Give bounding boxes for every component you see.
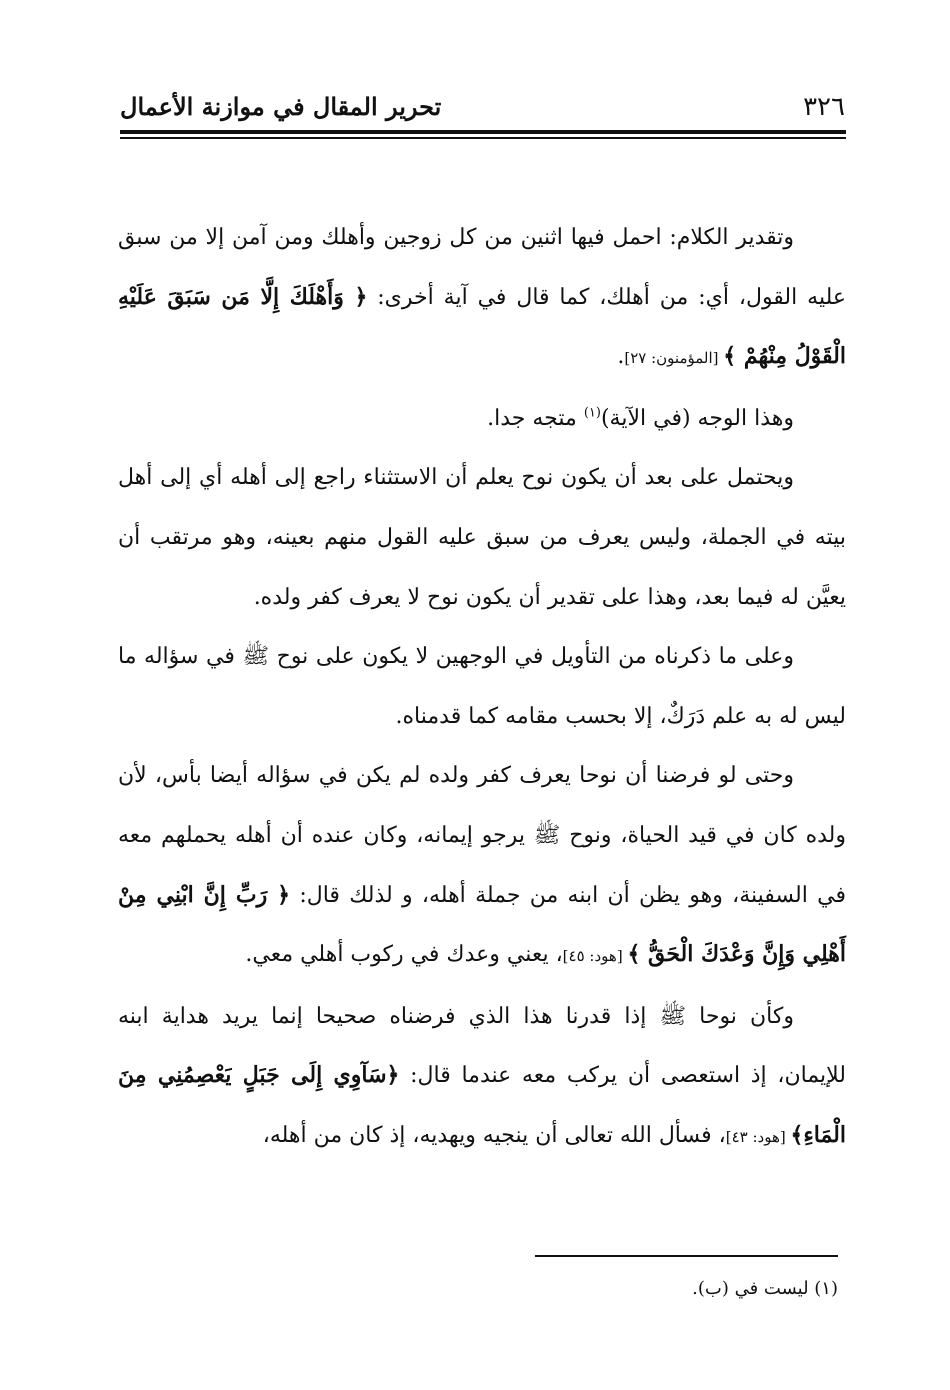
header-rule-thick [120, 130, 846, 134]
paragraph-6 [118, 987, 846, 1168]
paragraph-2-text: وهذا الوجه (في الآية) [600, 405, 794, 431]
paragraph-1-end: . [617, 344, 625, 370]
paragraph-6-end: ، فسأل الله تعالى أن ينجيه ويهديه، إذ كان من أهله، [262, 1122, 726, 1148]
page-header [120, 88, 845, 132]
verse-reference-3: [هود: ٤٣] [725, 1127, 791, 1146]
body-text [118, 208, 846, 1168]
verse-reference-2: [هود: ٤٥] [562, 947, 628, 966]
paragraph-5-end: ، يعني وعدك في ركوب أهلي معي. [245, 942, 563, 968]
paragraph-6-text: وكأن نوحا ﷺ إذا قدرنا هذا الذي فرضناه صحيحا إنما يريد هداية ابنه للإيمان، إذ استعصى أن يركب معه عندما قال: [118, 1003, 846, 1089]
running-title: تحرير المقال في موازنة الأعمال [120, 92, 442, 121]
paragraph-3: ويحتمل على بعد أن يكون نوح يعلم أن الاستثناء راجع إلى أهله أي إلى أهل بيته في الجملة، وليس يعرف من سبق عليه القول منهم بعينه، وهو مرتقب أن يعيَّن له فيما بعد، وهذا على تقدير أن يكون نوح لا يعرف كفر ولده. [118, 465, 846, 610]
quran-verse-3: ﴿سَآوِي إِلَى جَبَلٍ يَعْصِمُنِي مِنَ الْمَاءِ﴾ [118, 1062, 846, 1148]
paragraph-5-text: وحتى لو فرضنا أن نوحا يعرف كفر ولده لم يكن في سؤاله أيضا بأس، لأن ولده كان في قيد الحياة، ونوح ﷺ يرجو إيمانه، وكان عنده أن أهله يحملهم معه في السفينة، وهو يظن أن ابنه من جملة أهله، و لذلك قال: [118, 763, 847, 908]
paragraph-5 [118, 746, 846, 986]
verse-reference-1: [المؤمنون: ٢٧] [624, 349, 724, 368]
paragraph-2-end: متجه جدا. [487, 405, 584, 431]
quran-verse-1: ﴿ وَأَهْلَكَ إِلَّا مَن سَبَقَ عَلَيْهِ الْقَوْلُ مِنْهُمْ ﴾ [118, 283, 846, 370]
quran-verse-2: ﴿ رَبِّ إِنَّ ابْنِي مِنْ أَهْلِي وَإِنَّ وَعْدَكَ الْحَقُّ ﴾ [118, 881, 846, 968]
page-number: ٣٢٦ [803, 92, 845, 122]
footnote: (١) ليست في (ب). [692, 1278, 838, 1299]
paragraph-1-text: وتقدير الكلام: احمل فيها اثنين من كل زوجين وأهلك ومن آمن إلا من سبق عليه القول، أي: من أهلك، كما قال في آية أخرى: [118, 225, 846, 310]
header-rule-thin [120, 137, 846, 139]
footnote-marker: (١) [583, 405, 601, 421]
paragraph-4: وعلى ما ذكرناه من التأويل في الوجهين لا يكون على نوح ﷺ في سؤاله ما ليس له به علم دَرَكٌ، إلا بحسب مقامه كما قدمناه. [118, 644, 846, 729]
footnote-rule [535, 1255, 838, 1257]
paragraph-1 [118, 208, 846, 389]
paragraph-2 [118, 389, 846, 449]
